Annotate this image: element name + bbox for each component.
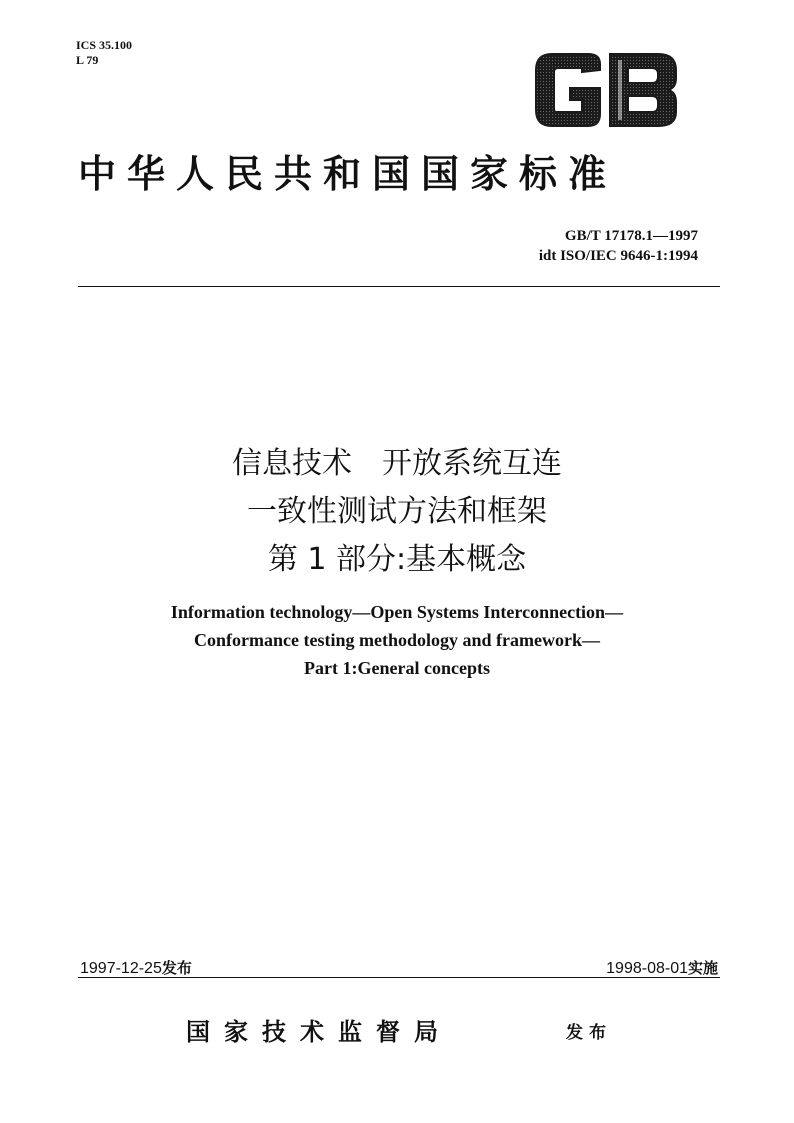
standard-number: GB/T 17178.1—1997 xyxy=(564,228,698,244)
english-title-line-1: Information technology—Open Systems Interconnection— xyxy=(170,602,624,622)
chinese-title-line-3: 第 1 部分:基本概念 xyxy=(267,542,527,577)
gb-logo xyxy=(530,50,680,130)
chinese-title-line-1: 信息技术 开放系统互连 xyxy=(232,446,562,481)
publisher-name: 国家技术监督局 xyxy=(186,1018,452,1046)
footer-divider xyxy=(78,977,720,978)
implementation-date-value: 1998-08-01 xyxy=(606,960,688,977)
header-divider xyxy=(78,286,720,287)
english-title-line-3: Part 1:General concepts xyxy=(304,658,490,678)
ccs-code: L 79 xyxy=(76,53,99,67)
standard-equivalence: idt ISO/IEC 9646-1:1994 xyxy=(538,248,698,264)
ics-code: ICS 35.100 xyxy=(76,38,133,52)
issue-date-value: 1997-12-25 xyxy=(80,960,162,977)
issue-date xyxy=(80,957,192,978)
standard-numbers xyxy=(539,226,698,266)
publisher-label: 发布 xyxy=(566,1023,612,1043)
classification-codes xyxy=(76,38,132,68)
english-title-line-2: Conformance testing methodology and framework— xyxy=(194,630,600,650)
issue-date-label: 发布 xyxy=(161,959,192,977)
national-standard-title: 中华人民共和国国家标准 xyxy=(78,152,618,196)
chinese-title xyxy=(0,440,794,584)
implementation-date xyxy=(606,957,718,978)
implementation-date-label: 实施 xyxy=(687,959,718,977)
english-title xyxy=(0,598,794,682)
chinese-title-line-2: 一致性测试方法和框架 xyxy=(247,494,547,529)
